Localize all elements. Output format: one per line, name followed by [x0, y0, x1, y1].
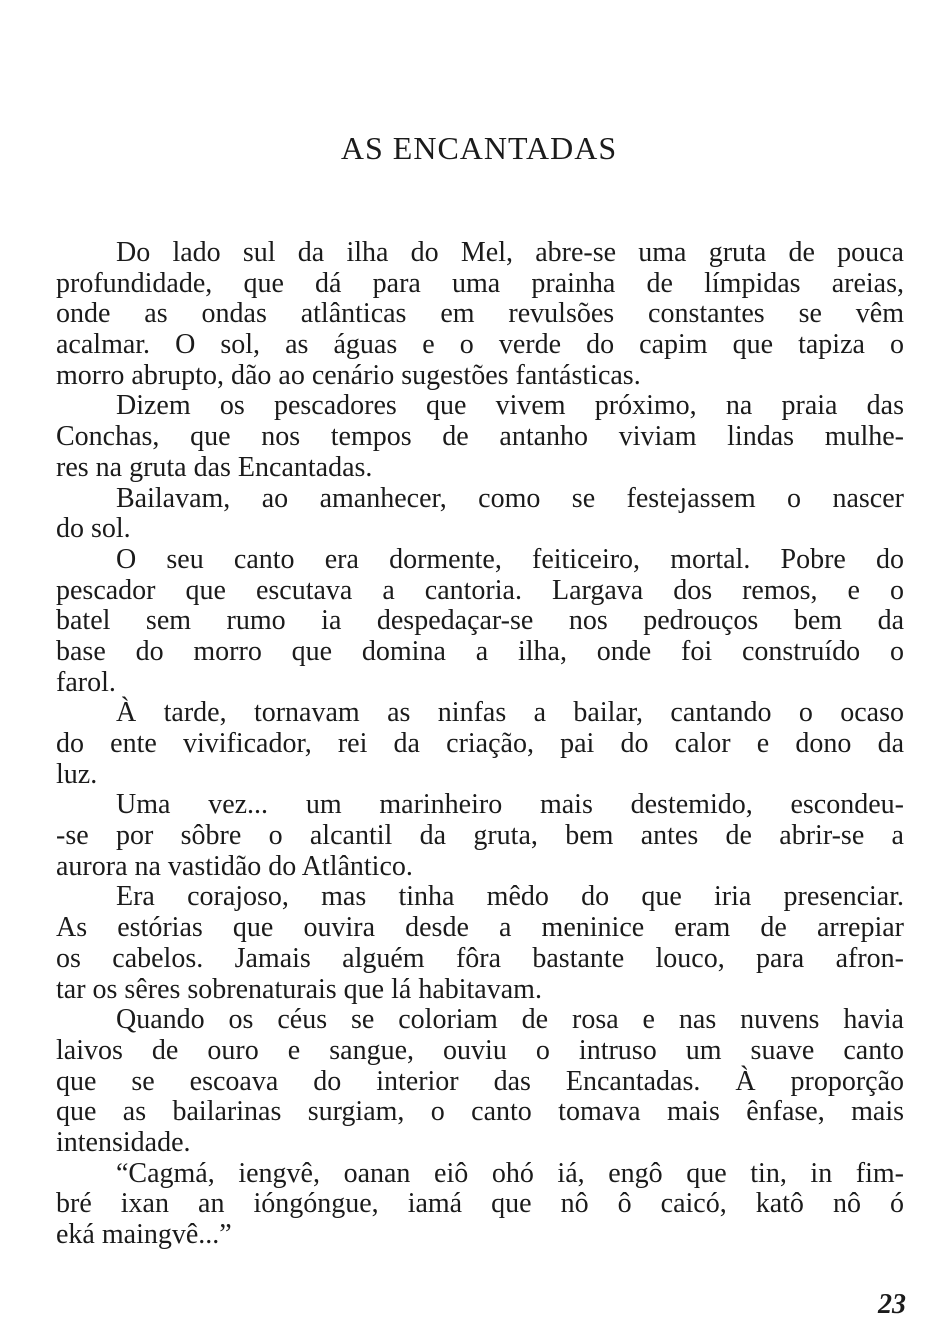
- text-line: Dizem os pescadores que vivem próximo, na praia das: [116, 390, 904, 422]
- text-line: eká maingvê...”: [56, 1219, 232, 1250]
- text-line: “Cagmá, iengvê, oanan eiô ohó iá, engô que tin, in fim-: [116, 1157, 904, 1189]
- text-line: que se escoava do interior das Encantadas. À proporção: [56, 1065, 904, 1097]
- text-line: base do morro que domina a ilha, onde foi construído o: [56, 635, 904, 667]
- text-line: os cabelos. Jamais alguém fôra bastante louco, para afron-: [56, 942, 904, 974]
- text-line: Quando os céus se coloriam de rosa e nas nuvens havia: [116, 1004, 904, 1036]
- text-line: aurora na vastidão do Atlântico.: [56, 850, 413, 882]
- text-line: tar os sêres sobrenaturais que lá habitavam.: [56, 973, 542, 1005]
- text-line: res na gruta das Encantadas.: [56, 451, 373, 483]
- text-line: pescador que escutava a cantoria. Largava dos remos, e o: [56, 574, 904, 606]
- text-line: intensidade.: [56, 1126, 191, 1158]
- text-line: Era corajoso, mas tinha mêdo do que iria presenciar.: [116, 881, 904, 913]
- text-line: Conchas, que nos tempos de antanho viviam lindas mulhe-: [56, 421, 904, 453]
- text-line: batel sem rumo ia despedaçar-se nos pedrouços bem da: [56, 605, 904, 637]
- text-line: Do lado sul da ilha do Mel, abre-se uma gruta de pouca: [116, 237, 904, 268]
- text-line: do sol.: [56, 513, 131, 545]
- text-line: À tarde, tornavam as ninfas a bailar, cantando o ocaso: [116, 697, 904, 729]
- text-line: do ente vivificador, rei da criação, pai do calor e dono da: [56, 728, 904, 759]
- text-line: luz.: [56, 758, 98, 790]
- text-line: acalmar. O sol, as águas e o verde do capim que tapiza o: [56, 329, 904, 361]
- page-number: 23: [878, 1289, 906, 1320]
- text-line: As estórias que ouvira desde a meninice eram de arrepiar: [56, 912, 904, 944]
- text-line: profundidade, que dá para uma prainha de límpidas areias,: [56, 267, 904, 299]
- text-line: bré ixan an ióngóngue, iamá que nô ô caicó, katô nô ó: [56, 1188, 904, 1220]
- text-line: laivos de ouro e sangue, ouviu o intruso um suave canto: [56, 1034, 904, 1066]
- text-line: O seu canto era dormente, feiticeiro, mortal. Pobre do: [116, 543, 904, 575]
- text-line: que as bailarinas surgiam, o canto tomava mais ênfase, mais: [56, 1096, 904, 1128]
- text-line: Bailavam, ao amanhecer, como se festejassem o nascer: [116, 482, 904, 514]
- text-line: onde as ondas atlânticas em revulsões constantes se vêm: [56, 298, 904, 330]
- text-line: morro abrupto, dão ao cenário sugestões fantásticas.: [56, 359, 641, 391]
- chapter-title: AS ENCANTADAS: [340, 130, 618, 166]
- body-text: [56, 238, 904, 1251]
- text-line: -se por sôbre o alcantil da gruta, bem antes de abrir-se a: [56, 820, 904, 852]
- text-line: farol.: [56, 666, 116, 698]
- text-line: Uma vez... um marinheiro mais destemido, escondeu-: [116, 789, 904, 821]
